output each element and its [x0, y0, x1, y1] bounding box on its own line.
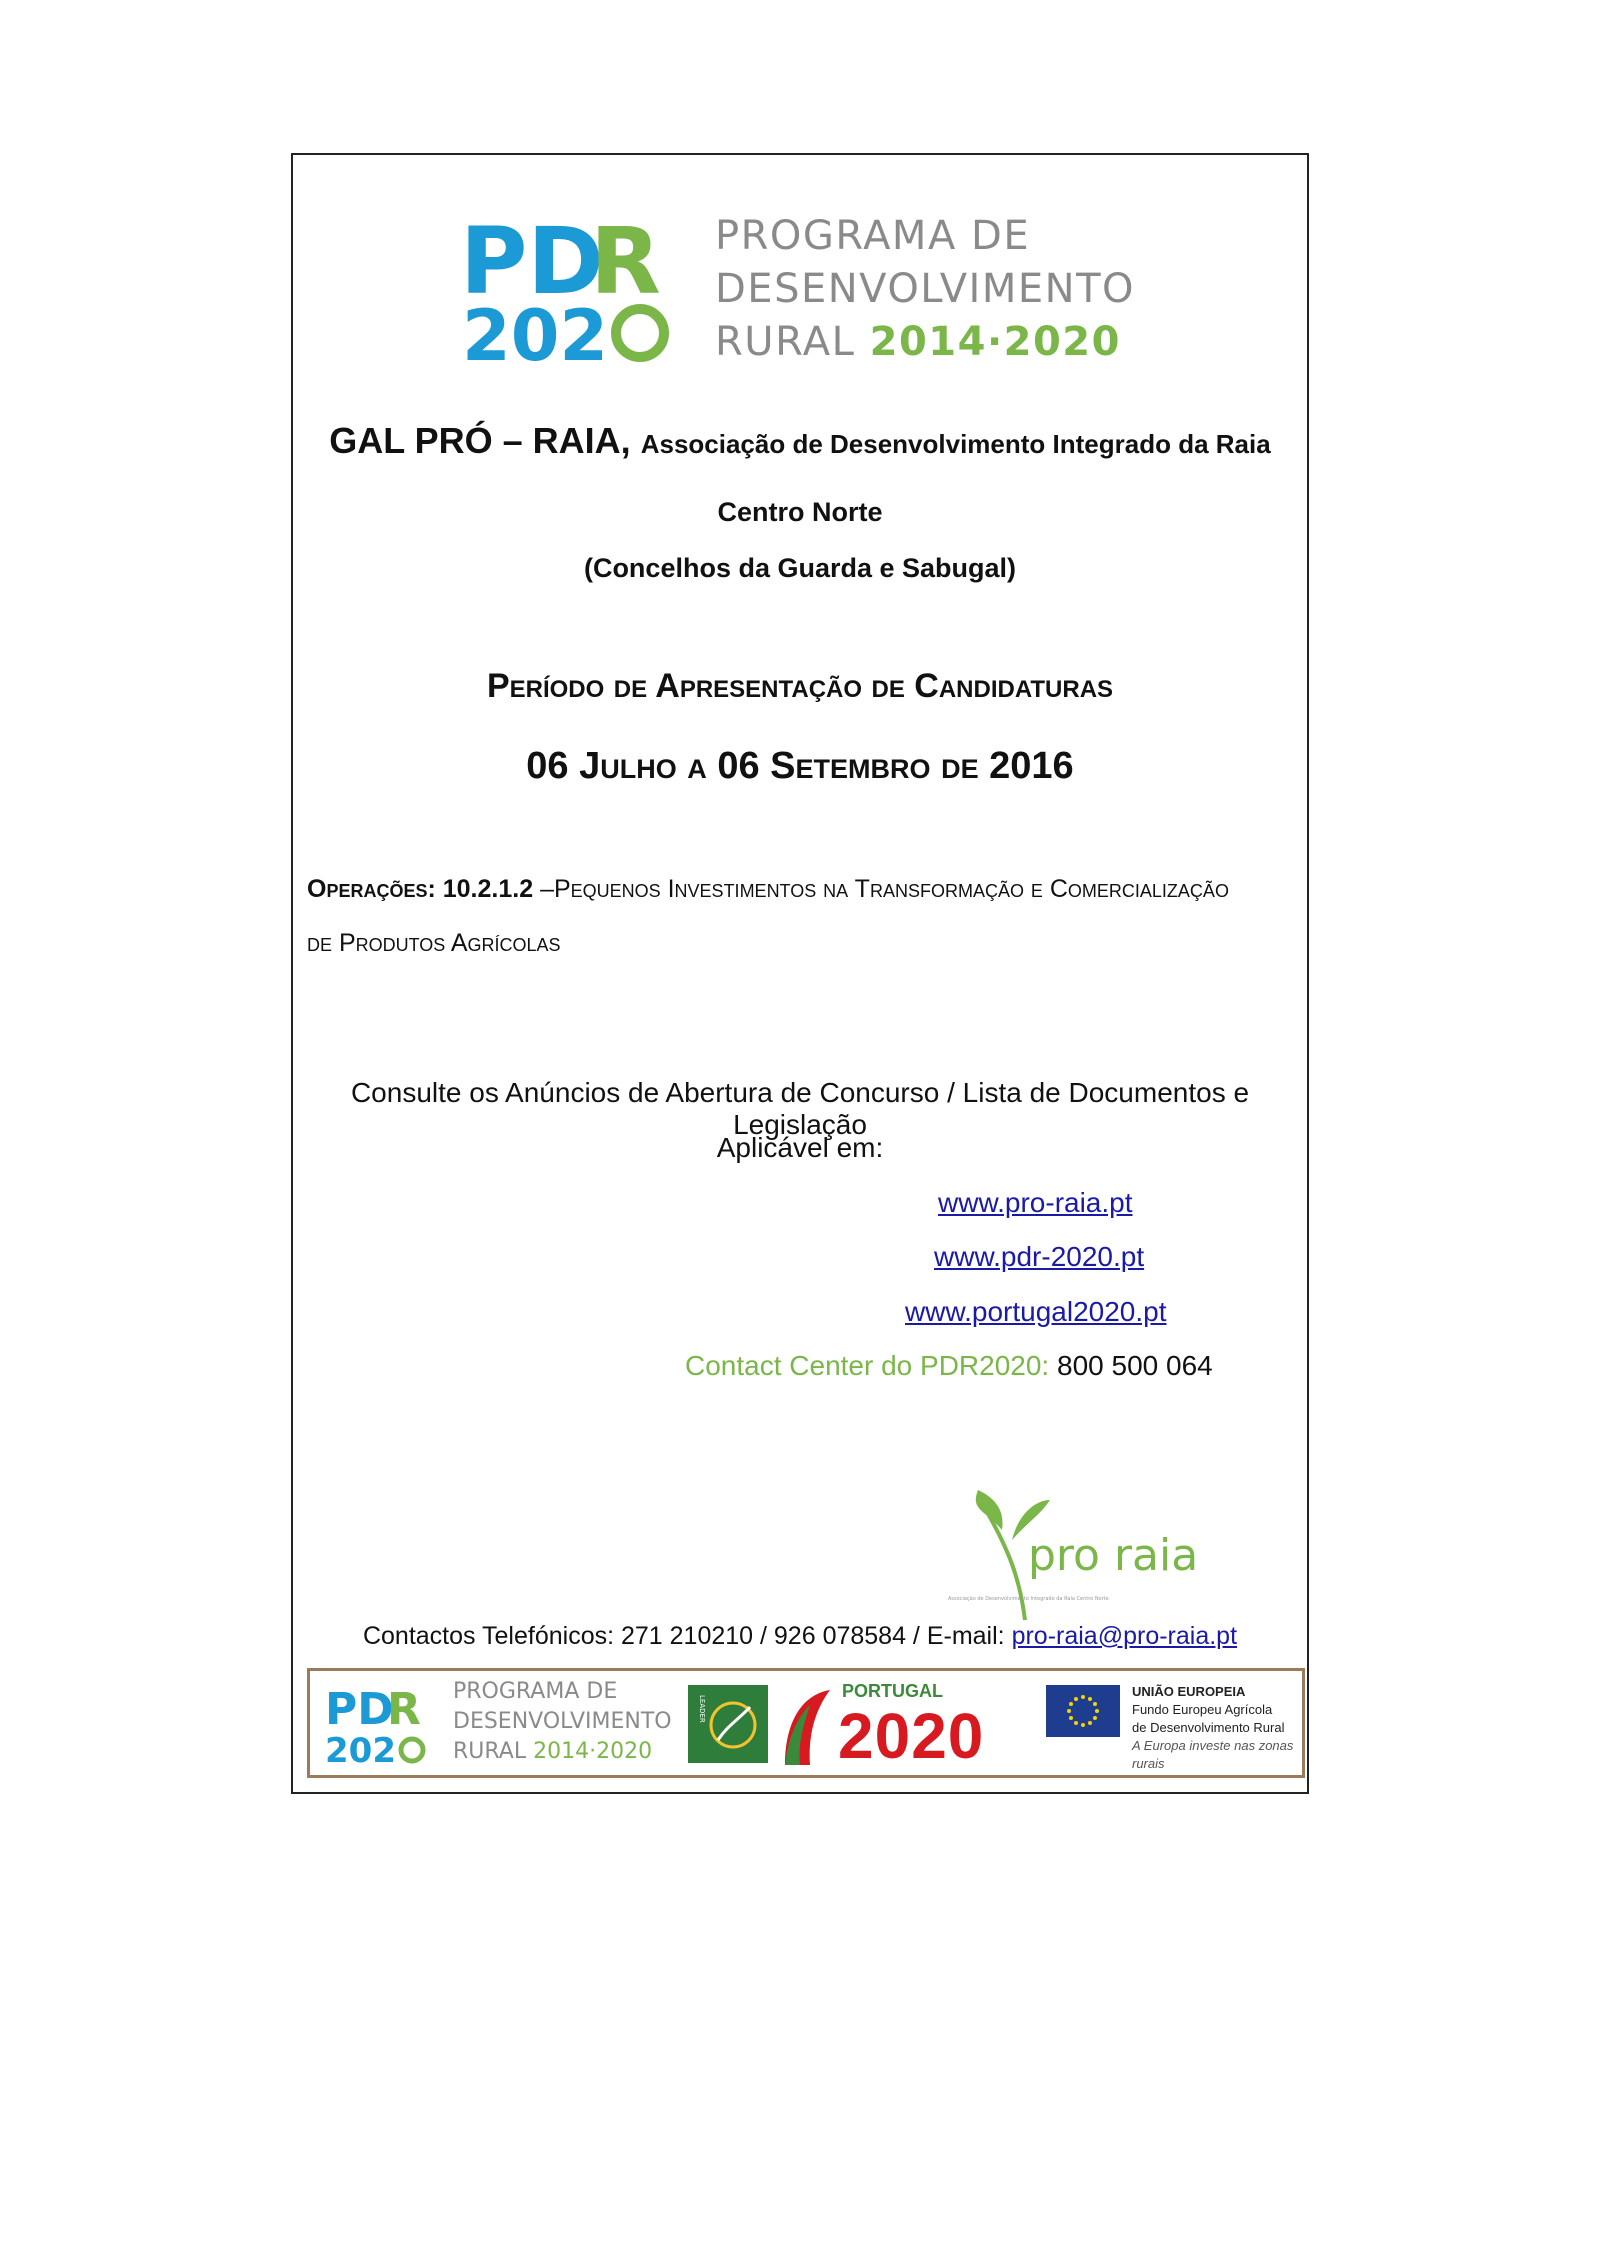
- contact-center-number: 800 500 064: [1057, 1350, 1213, 1381]
- footer-pdr-text: [453, 1677, 672, 1767]
- svg-text:R: R: [590, 208, 661, 315]
- contact-center: [685, 1350, 1213, 1382]
- footer-pdr2020-logo: [325, 1684, 435, 1771]
- pdr2020-logo: [460, 208, 690, 377]
- org-region: Centro Norte: [717, 497, 883, 527]
- svg-text:202: 202: [325, 1731, 396, 1771]
- link-portugal2020[interactable]: www.portugal2020.pt: [905, 1296, 1167, 1327]
- portugal-year: 2020: [838, 1700, 985, 1772]
- portugal-label: PORTUGAL: [842, 1681, 943, 1701]
- pro-raia-wordmark: pro raia: [1028, 1530, 1199, 1581]
- link-pro-raia[interactable]: www.pro-raia.pt: [938, 1187, 1133, 1218]
- contacts-email-link[interactable]: pro-raia@pro-raia.pt: [1011, 1622, 1238, 1650]
- link-pdr-2020[interactable]: www.pdr-2020.pt: [934, 1241, 1145, 1272]
- svg-text:PD: PD: [460, 208, 604, 315]
- period-title: Período de Apresentação de Candidaturas: [486, 667, 1114, 705]
- leader-logo: [688, 1685, 768, 1763]
- operations-label: Operações:: [307, 875, 436, 903]
- eu-line2: de Desenvolvimento Rural: [1132, 1720, 1285, 1735]
- consult-line2: Aplicável em:: [716, 1132, 884, 1163]
- portugal2020-logo: [780, 1681, 1055, 1772]
- operations-text-1: –Pequenos Investimentos na Transformação e Comercialização: [540, 875, 1229, 903]
- eu-flag-icon: [1046, 1685, 1120, 1737]
- pdr-line1: PROGRAMA DE: [715, 213, 1031, 259]
- footer-pdr-line3-word: RURAL: [453, 1739, 527, 1764]
- pdr-line3-word: RURAL: [715, 319, 856, 365]
- operations-code: 10.2.1.2: [442, 875, 534, 903]
- operations-block: [307, 862, 1307, 970]
- svg-text:R: R: [387, 1684, 421, 1735]
- pro-raia-logo: [940, 1470, 1199, 1620]
- footer-pdr-line1: PROGRAMA DE: [453, 1679, 618, 1704]
- org-description: Associação de Desenvolvimento Integrado da Raia: [640, 429, 1271, 459]
- footer-logos-banner: [307, 1668, 1305, 1778]
- org-name-main: GAL PRÓ – RAIA,: [329, 420, 631, 461]
- eu-line1: Fundo Europeu Agrícola: [1132, 1702, 1273, 1717]
- period-dates: 06 Julho a 06 Setembro de 2016: [526, 745, 1074, 787]
- svg-text:PD: PD: [325, 1684, 394, 1735]
- leader-text: LEADER: [698, 1695, 706, 1723]
- footer-pdr-line3-years: 2014·2020: [533, 1739, 653, 1764]
- organization-name: [291, 420, 1309, 462]
- contact-center-label: Contact Center do PDR2020:: [685, 1350, 1050, 1381]
- org-councils: (Concelhos da Guarda e Sabugal): [583, 553, 1017, 583]
- contacts-phone: Contactos Telefónicos: 271 210210 / 926 078584 / E-mail:: [362, 1622, 1005, 1650]
- eu-title: UNIÃO EUROPEIA: [1132, 1684, 1246, 1699]
- operations-text-2: de Produtos Agrícolas: [307, 929, 561, 957]
- pdr-line3-years: 2014·2020: [869, 319, 1121, 365]
- contacts-line: [291, 1622, 1309, 1651]
- pdr-programa-text: [715, 210, 1135, 369]
- footer-pdr-line2: DESENVOLVIMENTO: [453, 1709, 672, 1734]
- eu-slogan: A Europa investe nas zonas rurais: [1132, 1738, 1294, 1771]
- pro-raia-subtitle: Associação de Desenvolvimento Integrado da Raia Centro Norte: [948, 1596, 1109, 1602]
- consult-line1: Consulte os Anúncios de Abertura de Concurso / Lista de Documentos e Legislação: [350, 1077, 1250, 1140]
- portugal2020-emblem-icon: [780, 1685, 835, 1767]
- eu-text: [1132, 1683, 1302, 1773]
- pdr-line2: DESENVOLVIMENTO: [715, 266, 1135, 312]
- svg-text:202: 202: [462, 295, 609, 377]
